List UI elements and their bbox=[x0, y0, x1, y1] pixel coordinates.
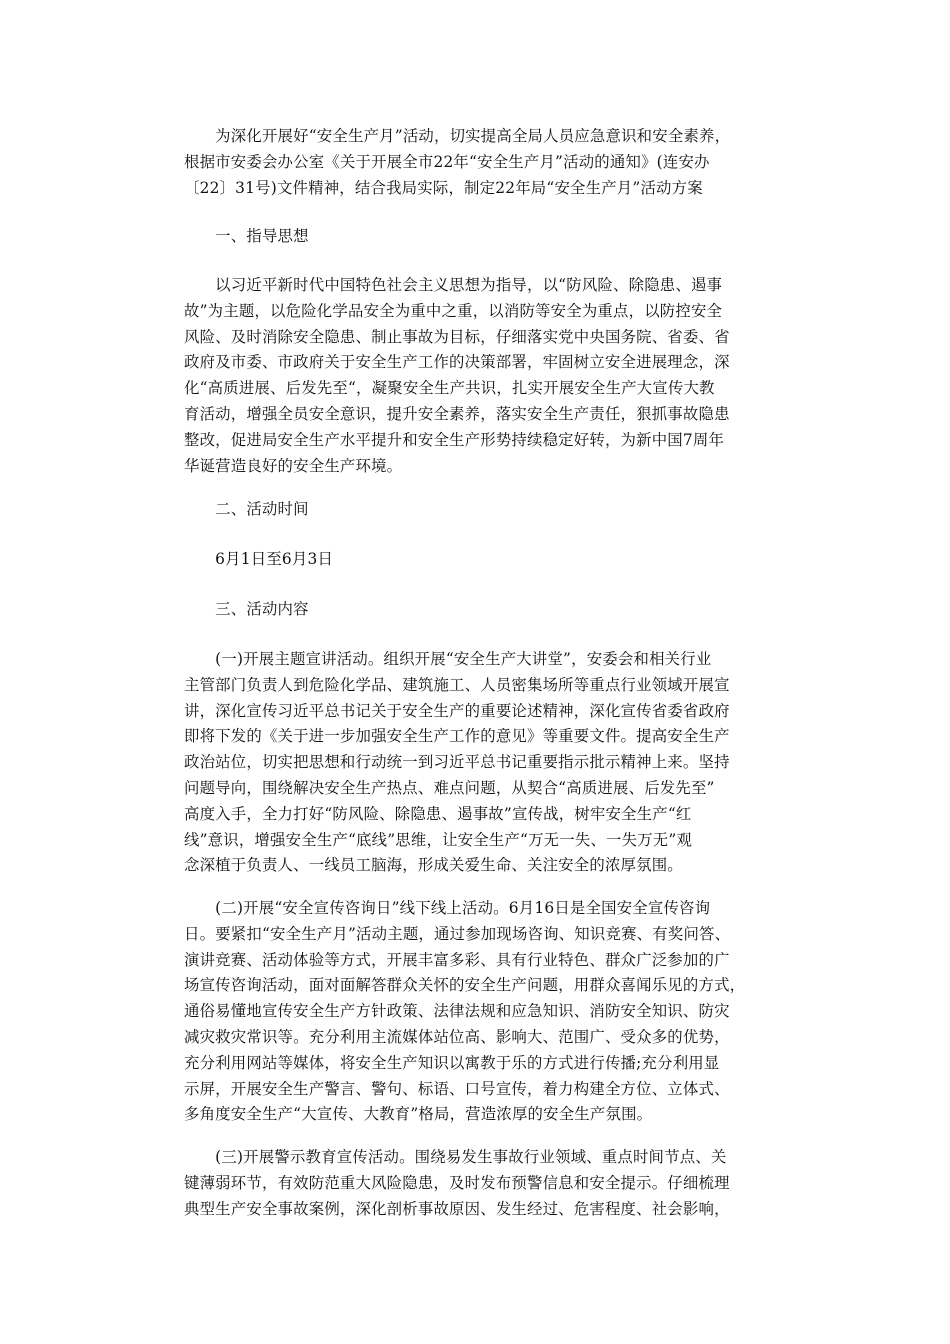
text-line: 化“高质进展、后发先至“，凝聚安全生产共识，扎实开展安全生产大宣传大教 bbox=[184, 379, 715, 398]
section-2-paragraph bbox=[184, 896, 784, 1128]
text-line: (二)开展“安全宣传咨询日”线下线上活动。6月16日是全国安全宣传咨询 bbox=[184, 899, 711, 917]
text-line: 通俗易懂地宣传安全生产方针政策、法律法规和应急知识、消防安全知识、防灾 bbox=[184, 1002, 730, 1021]
text-line: 念深植于负责人、一线员工脑海，形成关爱生命、关注安全的浓厚氛围。 bbox=[184, 856, 683, 875]
text-line: (一)开展主题宣讲活动。组织开展“安全生产大讲堂”，安委会和相关行业 bbox=[184, 650, 712, 668]
text-line: (三)开展警示教育宣传活动。围绕易发生事故行业领域、重点时间节点、关 bbox=[184, 1148, 727, 1166]
text-line: 演讲竞赛、活动体验等方式，开展丰富多彩、具有行业特色、群众广泛参加的广 bbox=[184, 950, 730, 969]
text-line: 日。要紧扣“安全生产月”活动主题，通过参加现场咨询、知识竞赛、有奖问答、 bbox=[184, 924, 731, 943]
section-1-paragraph bbox=[184, 647, 784, 879]
section-heading-activity-content bbox=[184, 597, 784, 623]
text-line: 问题导向，围绕解决安全生产热点、难点问题，从契合“高质进展、后发先至” bbox=[184, 778, 715, 797]
text-line: 场宣传咨询活动，面对面解答群众关怀的安全生产问题，用群众喜闻乐见的方式， bbox=[184, 976, 746, 995]
text-line: 高度入手，全力打好“防风险、除隐患、遏事故”宣传战，树牢安全生产“红 bbox=[184, 804, 692, 823]
section-heading-guiding-thought bbox=[184, 224, 784, 250]
heading-text: 二、活动时间 bbox=[184, 500, 309, 518]
heading-text: 三、活动内容 bbox=[184, 600, 309, 618]
intro-paragraph bbox=[184, 124, 784, 201]
text-line: 线”意识，增强安全生产“底线”思维，让安全生产“万无一失、一失万无”观 bbox=[184, 830, 693, 849]
section-heading-activity-time bbox=[184, 497, 784, 523]
text-line: 〔22〕31号)文件精神，结合我局实际，制定22年局“安全生产月”活动方案 bbox=[184, 178, 703, 197]
guiding-thought-paragraph bbox=[184, 273, 784, 479]
activity-time-paragraph bbox=[184, 547, 784, 573]
text-line: 育活动，增强全员安全意识，提升安全素养，落实安全生产责任，狠抓事故隐患 bbox=[184, 404, 730, 423]
text-line: 减灾救灾常识等。充分利用主流媒体站位高、影响大、范围广、受众多的优势， bbox=[184, 1027, 730, 1046]
text-line: 故”为主题，以危险化学品安全为重中之重，以消防等安全为重点，以防控安全 bbox=[184, 301, 723, 320]
text-line: 以习近平新时代中国特色社会主义思想为指导，以“防风险、除隐患、遏事 bbox=[184, 276, 723, 294]
text-line: 政治站位，切实把思想和行动统一到习近平总书记重要指示批示精神上来。坚持 bbox=[184, 753, 730, 772]
heading-text: 一、指导思想 bbox=[184, 227, 309, 245]
text-line: 键薄弱环节，有效防范重大风险隐患，及时发布预警信息和安全提示。仔细梳理 bbox=[184, 1173, 730, 1192]
text-line: 6月1日至6月3日 bbox=[184, 550, 334, 568]
text-line: 风险、及时消除安全隐患、制止事故为目标，仔细落实党中央国务院、省委、省 bbox=[184, 327, 730, 346]
text-line: 典型生产安全事故案例，深化剖析事故原因、发生经过、危害程度、社会影响， bbox=[184, 1199, 730, 1218]
text-line: 华诞营造良好的安全生产环境。 bbox=[184, 456, 403, 475]
text-line: 示屏，开展安全生产警言、警句、标语、口号宣传，着力构建全方位、立体式、 bbox=[184, 1079, 730, 1098]
text-line: 多角度安全生产“大宣传、大教育”格局，营造浓厚的安全生产氛围。 bbox=[184, 1105, 653, 1124]
section-3-paragraph bbox=[184, 1145, 784, 1222]
text-line: 为深化开展好“安全生产月”活动，切实提高全局人员应急意识和安全素养， bbox=[184, 127, 731, 145]
text-line: 主管部门负责人到危险化学品、建筑施工、人员密集场所等重点行业领域开展宣 bbox=[184, 675, 730, 694]
text-line: 即将下发的《关于进一步加强安全生产工作的意见》等重要文件。提高安全生产 bbox=[184, 727, 730, 746]
text-line: 政府及市委、市政府关于安全生产工作的决策部署，牢固树立安全进展理念，深 bbox=[184, 353, 730, 372]
text-line: 充分利用网站等媒体，将安全生产知识以寓教于乐的方式进行传播;充分利用显 bbox=[184, 1053, 720, 1072]
text-line: 讲，深化宣传习近平总书记关于安全生产的重要论述精神，深化宣传省委省政府 bbox=[184, 701, 730, 720]
text-line: 根据市安委会办公室《关于开展全市22年“安全生产月”活动的通知》(连安办 bbox=[184, 152, 710, 171]
text-line: 整改，促进局安全生产水平提升和安全生产形势持续稳定好转，为新中国7周年 bbox=[184, 430, 725, 449]
